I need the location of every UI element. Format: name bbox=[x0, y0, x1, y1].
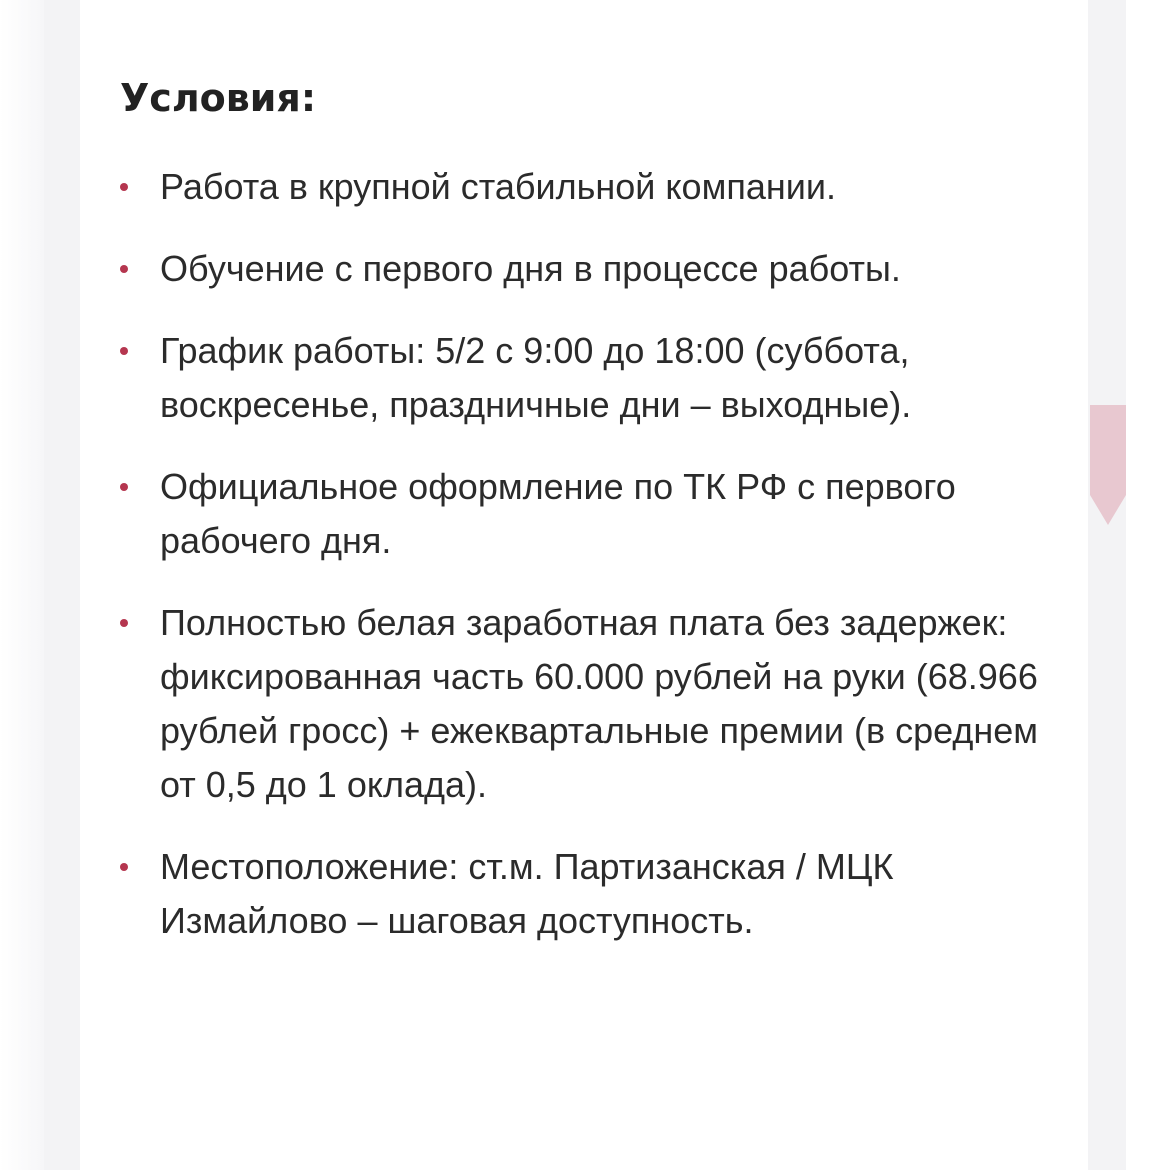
bullet-icon bbox=[120, 183, 128, 191]
list-item bbox=[120, 596, 1050, 812]
list-item-text: График работы: 5/2 с 9:00 до 18:00 (суббота, воскресенье, праздничные дни – выходные). bbox=[160, 330, 912, 425]
list-item-text: Местоположение: ст.м. Партизанская / МЦК Измайлово – шаговая доступность. bbox=[160, 846, 894, 941]
background-decoration-tip bbox=[1090, 495, 1126, 525]
bullet-icon bbox=[120, 863, 128, 871]
list-item bbox=[120, 160, 1050, 214]
list-item-text: Работа в крупной стабильной компании. bbox=[160, 166, 836, 207]
bullet-icon bbox=[120, 347, 128, 355]
background-left-strip bbox=[44, 0, 80, 1170]
bullet-icon bbox=[120, 483, 128, 491]
bullet-icon bbox=[120, 265, 128, 273]
section-title: Условия: bbox=[120, 76, 317, 120]
list-item bbox=[120, 840, 1050, 948]
bullet-icon bbox=[120, 619, 128, 627]
background-right-strip bbox=[1088, 0, 1126, 1170]
list-item-text: Обучение с первого дня в процессе работы. bbox=[160, 248, 901, 289]
conditions-list bbox=[120, 160, 1050, 976]
background-decoration bbox=[1090, 405, 1126, 495]
list-item bbox=[120, 324, 1050, 432]
list-item-text: Официальное оформление по ТК РФ с первого рабочего дня. bbox=[160, 466, 956, 561]
list-item bbox=[120, 242, 1050, 296]
list-item-text: Полностью белая заработная плата без задержек: фиксированная часть 60.000 рублей на руки (68.966 рублей гросс) + ежеквартальные премии (в среднем от 0,5 до 1 оклада). bbox=[160, 602, 1038, 805]
background-right bbox=[1126, 0, 1170, 1170]
list-item bbox=[120, 460, 1050, 568]
conditions-card bbox=[80, 0, 1088, 1170]
